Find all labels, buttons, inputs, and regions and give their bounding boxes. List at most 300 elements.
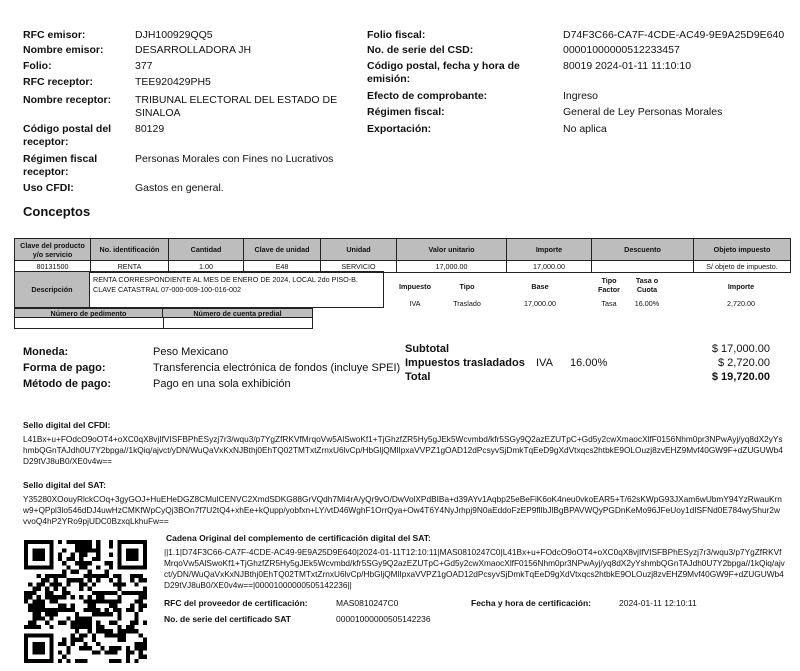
qr-module bbox=[134, 621, 138, 625]
qr-module bbox=[105, 561, 109, 565]
qr-module bbox=[143, 540, 147, 544]
qr-module bbox=[139, 540, 143, 544]
qr-module bbox=[109, 561, 113, 565]
qr-module bbox=[109, 621, 113, 625]
forma-pago-label: Forma de pago: bbox=[23, 362, 106, 374]
qr-module bbox=[100, 612, 104, 616]
qr-module bbox=[109, 565, 113, 569]
qr-module bbox=[117, 544, 121, 548]
qr-module bbox=[130, 608, 134, 612]
qr-module bbox=[88, 604, 92, 608]
qr-module bbox=[88, 621, 92, 625]
rfc-proveedor-label: RFC del proveedor de certificación: bbox=[164, 598, 308, 608]
field-label: Exportación: bbox=[367, 123, 432, 135]
qr-module bbox=[113, 599, 117, 603]
qr-module bbox=[117, 578, 121, 582]
qr-module bbox=[49, 599, 53, 603]
qr-module bbox=[113, 646, 117, 650]
header-cantidad: Cantidad bbox=[169, 239, 244, 261]
table-cell bbox=[592, 261, 694, 273]
qr-module bbox=[32, 621, 36, 625]
qr-module bbox=[130, 540, 134, 544]
qr-module bbox=[62, 608, 66, 612]
table-cell: 1.00 bbox=[169, 261, 244, 273]
qr-module bbox=[143, 587, 147, 591]
qr-module bbox=[28, 540, 32, 544]
qr-module bbox=[96, 650, 100, 654]
qr-module bbox=[88, 629, 92, 633]
impuestos-tipo: IVA bbox=[536, 357, 553, 369]
qr-module bbox=[117, 629, 121, 633]
qr-module bbox=[45, 565, 49, 569]
cadena-title: Cadena Original del complemento de certificación digital del SAT: bbox=[166, 533, 431, 543]
qr-module bbox=[49, 642, 53, 646]
table-cell: E48 bbox=[244, 261, 321, 273]
qr-module bbox=[28, 582, 32, 586]
qr-module bbox=[100, 591, 104, 595]
qr-module bbox=[37, 604, 41, 608]
qr-module bbox=[62, 621, 66, 625]
qr-module bbox=[96, 621, 100, 625]
qr-module bbox=[113, 604, 117, 608]
qr-module bbox=[126, 591, 130, 595]
qr-module bbox=[143, 642, 147, 646]
qr-module bbox=[45, 633, 49, 637]
qr-module bbox=[96, 540, 100, 544]
qr-module bbox=[88, 608, 92, 612]
qr-module bbox=[109, 540, 113, 544]
pedimento-box bbox=[14, 308, 313, 329]
field-label: Código postal del receptor: bbox=[23, 123, 112, 148]
tax-cell: 2,720.00 bbox=[727, 299, 755, 308]
qr-module bbox=[28, 659, 32, 663]
qr-module bbox=[49, 540, 53, 544]
qr-module bbox=[49, 625, 53, 629]
qr-module bbox=[109, 591, 113, 595]
qr-module bbox=[83, 553, 87, 557]
qr-module bbox=[83, 659, 87, 663]
qr-module bbox=[62, 574, 66, 578]
qr-module bbox=[37, 650, 41, 654]
qr-module bbox=[49, 616, 53, 620]
qr-module bbox=[117, 574, 121, 578]
qr-module bbox=[49, 591, 53, 595]
qr-module bbox=[62, 587, 66, 591]
qr-module bbox=[62, 548, 66, 552]
qr-module bbox=[75, 625, 79, 629]
regimen-receptor-value: Personas Morales con Fines no Lucrativos bbox=[135, 153, 334, 165]
qr-module bbox=[79, 540, 83, 544]
subtotal-label: Subtotal bbox=[405, 343, 449, 355]
qr-module bbox=[71, 642, 75, 646]
divider bbox=[163, 318, 164, 328]
qr-module bbox=[49, 561, 53, 565]
qr-module bbox=[49, 612, 53, 616]
qr-module bbox=[28, 565, 32, 569]
moneda-label: Moneda: bbox=[23, 346, 69, 358]
qr-module bbox=[134, 629, 138, 633]
qr-module bbox=[122, 633, 126, 637]
qr-module bbox=[88, 540, 92, 544]
qr-module bbox=[130, 548, 134, 552]
qr-module bbox=[41, 582, 45, 586]
qr-module bbox=[66, 650, 70, 654]
qr-module bbox=[88, 578, 92, 582]
field-label: Folio fiscal: bbox=[367, 29, 426, 41]
qr-module bbox=[117, 548, 121, 552]
qr-module bbox=[75, 616, 79, 620]
qr-module bbox=[49, 553, 53, 557]
qr-module bbox=[122, 591, 126, 595]
tax-header-tipo-factor: Tipo Factor bbox=[598, 276, 620, 294]
qr-module bbox=[109, 544, 113, 548]
cp-receptor-value: 80129 bbox=[135, 123, 165, 135]
qr-module bbox=[79, 595, 83, 599]
qr-module bbox=[117, 561, 121, 565]
qr-module bbox=[62, 595, 66, 599]
qr-module bbox=[139, 646, 143, 650]
qr-module bbox=[32, 642, 36, 646]
qr-module bbox=[24, 561, 28, 565]
qr-module bbox=[117, 659, 121, 663]
qr-module bbox=[24, 548, 28, 552]
qr-module bbox=[32, 553, 36, 557]
metodo-pago-value: Pago en una sola exhibición bbox=[153, 378, 291, 390]
qr-module bbox=[113, 582, 117, 586]
qr-module bbox=[83, 608, 87, 612]
qr-module bbox=[134, 540, 138, 544]
qr-module bbox=[49, 650, 53, 654]
qr-module bbox=[113, 650, 117, 654]
qr-module bbox=[32, 557, 36, 561]
qr-module bbox=[66, 540, 70, 544]
qr-module bbox=[139, 599, 143, 603]
qr-module bbox=[75, 540, 79, 544]
qr-module bbox=[24, 646, 28, 650]
header-clave-producto: Clave del producto y/o servicio bbox=[15, 239, 91, 261]
qr-module bbox=[83, 599, 87, 603]
qr-module bbox=[134, 646, 138, 650]
qr-module bbox=[88, 570, 92, 574]
qr-module bbox=[117, 646, 121, 650]
header-clave-unidad: Clave de unidad bbox=[244, 239, 321, 261]
qr-module bbox=[71, 553, 75, 557]
qr-module bbox=[79, 544, 83, 548]
qr-module bbox=[58, 540, 62, 544]
qr-module bbox=[32, 587, 36, 591]
qr-module bbox=[83, 616, 87, 620]
qr-module bbox=[130, 621, 134, 625]
qr-module bbox=[105, 574, 109, 578]
qr-module bbox=[117, 553, 121, 557]
qr-module bbox=[49, 557, 53, 561]
qr-module bbox=[62, 604, 66, 608]
qr-module bbox=[143, 553, 147, 557]
header-valor-unitario: Valor unitario bbox=[397, 239, 507, 261]
qr-module bbox=[71, 578, 75, 582]
qr-module bbox=[96, 595, 100, 599]
qr-module bbox=[24, 591, 28, 595]
qr-module bbox=[139, 655, 143, 659]
qr-module bbox=[71, 540, 75, 544]
qr-module bbox=[139, 595, 143, 599]
tax-cell: 17,000.00 bbox=[524, 299, 556, 308]
qr-module bbox=[24, 599, 28, 603]
qr-module bbox=[24, 557, 28, 561]
qr-module bbox=[83, 625, 87, 629]
qr-module bbox=[92, 633, 96, 637]
qr-module bbox=[88, 561, 92, 565]
qr-module bbox=[24, 544, 28, 548]
qr-module bbox=[143, 561, 147, 565]
qr-module bbox=[143, 578, 147, 582]
qr-module bbox=[45, 595, 49, 599]
sello-sat-title: Sello digital del SAT: bbox=[23, 480, 106, 490]
sello-cfdi-text: L41Bx+u+FOdcO9oOT4+oXC0qX8vjIfVISFBPhESyzj7r3/wqu3/p7YgZfRKVfMrqoVw5AlSwoKf1+TjGhzfZR5Hy5gJEk5Wcvmbd/kfr5SGy9Q2azEZUTpC+Gd5y2cwXmaocXlfF0156Nhm0pr3NPwAyj/yq8dX2yYshmbQGnTAJdh0U7Y2bpga//1kQiq/ajvct/yDN/WuQaVxKxNJBthj0EhTQ02TMTxtZrnxU6lvCp/HbGljQMlIpxaVVPZ1gOAD12dPcsyvSjDmkTqEeD9gXdVtxqcs2htbkE9OLOuzj8zvEHZ9Mvf40GW9F+dZUGUWb4D29tVJ8uB0/XE0v4w== bbox=[23, 434, 783, 466]
qr-module bbox=[79, 553, 83, 557]
qr-module bbox=[37, 625, 41, 629]
qr-module bbox=[143, 595, 147, 599]
qr-module bbox=[62, 561, 66, 565]
qr-module bbox=[96, 612, 100, 616]
qr-module bbox=[117, 599, 121, 603]
qr-module bbox=[32, 599, 36, 603]
qr-module bbox=[45, 540, 49, 544]
qr-module bbox=[83, 548, 87, 552]
qr-module bbox=[71, 595, 75, 599]
tax-header-tipo: Tipo bbox=[459, 282, 475, 291]
qr-module bbox=[83, 540, 87, 544]
qr-module bbox=[71, 604, 75, 608]
qr-module bbox=[62, 591, 66, 595]
qr-module bbox=[62, 570, 66, 574]
qr-module bbox=[79, 565, 83, 569]
qr-module bbox=[100, 625, 104, 629]
qr-module bbox=[37, 548, 41, 552]
qr-module bbox=[32, 659, 36, 663]
field-label: Efecto de comprobante: bbox=[367, 90, 488, 102]
qr-module bbox=[96, 574, 100, 578]
field-label: Régimen fiscal receptor: bbox=[23, 153, 98, 178]
rfc-receptor-value: TEE920429PH5 bbox=[135, 76, 211, 88]
qr-module bbox=[37, 616, 41, 620]
qr-module bbox=[109, 599, 113, 603]
header-no-identificacion: No. identificación bbox=[91, 239, 169, 261]
rfc-proveedor-value: MAS0810247C0 bbox=[336, 598, 399, 608]
qr-module bbox=[88, 616, 92, 620]
qr-module bbox=[105, 570, 109, 574]
impuestos-tasa: 16.00% bbox=[570, 357, 608, 369]
qr-module bbox=[45, 574, 49, 578]
qr-module bbox=[54, 599, 58, 603]
cadena-text: ||1.1|D74F3C66-CA7F-4CDE-AC49-9E9A25D9E640|2024-01-11T12:10:11|MAS0810247C0|L41Bx+u+FOdcO9oOT4+oXC0qX8vjIfVISFBPhESyzj7r3/wqu3/p7YgZfRKVfMrqoVw5AlSwoKf1+TjGhzfZR5Hy5gJEk5Wcvmbd/kfr5SGy9Q2azEZUTpC+Gd5y2cwXmaocXlfF0156Nhm0pr3NPwAyj/yq8dX2yYshmbQGnTAJdh0U7Y2bpga//1kQiq/ajvct/yDN/WuQaVxKxNJBthj0EhTQ02TMTxtZrnxU6lvCp/HbGljQMlIpxaVVPZ1gOAD12dPcsyvSjDmkTqEeD9gXdVtxqcs2htbkE9OLOuzj8zvEHZ9Mvf40GW9F+dZUGUWb4D29tVJ8uB0/XE0v4w==|00001000000505142236|| bbox=[164, 547, 785, 590]
qr-module bbox=[58, 604, 62, 608]
qr-module bbox=[113, 574, 117, 578]
qr-module bbox=[96, 629, 100, 633]
qr-module bbox=[100, 574, 104, 578]
qr-module bbox=[134, 591, 138, 595]
qr-module bbox=[58, 659, 62, 663]
qr-module bbox=[71, 625, 75, 629]
qr-module bbox=[49, 574, 53, 578]
qr-module bbox=[113, 621, 117, 625]
qr-module bbox=[41, 646, 45, 650]
qr-module bbox=[28, 625, 32, 629]
qr-module bbox=[32, 591, 36, 595]
qr-module bbox=[66, 578, 70, 582]
qr-module bbox=[32, 646, 36, 650]
qr-module bbox=[58, 608, 62, 612]
qr-module bbox=[109, 578, 113, 582]
qr-module bbox=[45, 612, 49, 616]
qr-module bbox=[122, 638, 126, 642]
qr-module bbox=[92, 612, 96, 616]
qr-module bbox=[75, 621, 79, 625]
metodo-pago-label: Método de pago: bbox=[23, 378, 111, 390]
qr-module bbox=[83, 633, 87, 637]
qr-module bbox=[126, 540, 130, 544]
qr-module bbox=[126, 608, 130, 612]
qr-module bbox=[139, 608, 143, 612]
qr-module bbox=[41, 553, 45, 557]
qr-module bbox=[134, 582, 138, 586]
qr-module bbox=[105, 608, 109, 612]
qr-module bbox=[75, 612, 79, 616]
qr-module bbox=[49, 633, 53, 637]
qr-module bbox=[32, 625, 36, 629]
forma-pago-value: Transferencia electrónica de fondos (incluye SPEI) bbox=[153, 362, 401, 374]
qr-module bbox=[113, 633, 117, 637]
qr-module bbox=[49, 659, 53, 663]
header-unidad: Unidad bbox=[321, 239, 397, 261]
qr-module bbox=[58, 553, 62, 557]
qr-module bbox=[92, 638, 96, 642]
conceptos-table bbox=[14, 238, 791, 273]
qr-module bbox=[71, 570, 75, 574]
qr-module bbox=[75, 629, 79, 633]
qr-module bbox=[32, 612, 36, 616]
qr-module bbox=[66, 565, 70, 569]
qr-module bbox=[100, 599, 104, 603]
qr-module bbox=[45, 621, 49, 625]
regimen-fiscal-value: General de Ley Personas Morales bbox=[563, 106, 723, 118]
qr-module bbox=[54, 574, 58, 578]
tax-cell: Tasa bbox=[601, 299, 617, 308]
qr-module bbox=[143, 604, 147, 608]
qr-module bbox=[37, 595, 41, 599]
tax-header-base: Base bbox=[531, 282, 549, 291]
qr-module bbox=[139, 578, 143, 582]
qr-module bbox=[134, 565, 138, 569]
qr-module bbox=[96, 578, 100, 582]
qr-module bbox=[122, 565, 126, 569]
tax-cell: IVA bbox=[409, 299, 421, 308]
table-cell: SERVICIO bbox=[321, 261, 397, 273]
qr-module bbox=[143, 557, 147, 561]
qr-module bbox=[41, 616, 45, 620]
field-label: Uso CFDI: bbox=[23, 182, 74, 194]
qr-module bbox=[126, 553, 130, 557]
header-descuento: Descuento bbox=[592, 239, 694, 261]
qr-module bbox=[37, 659, 41, 663]
qr-module bbox=[37, 540, 41, 544]
qr-module bbox=[92, 604, 96, 608]
qr-module bbox=[117, 565, 121, 569]
table-cell: 17,000.00 bbox=[397, 261, 507, 273]
qr-module bbox=[92, 650, 96, 654]
qr-module bbox=[37, 608, 41, 612]
qr-module bbox=[130, 557, 134, 561]
moneda-value: Peso Mexicano bbox=[153, 346, 229, 358]
qr-module bbox=[49, 646, 53, 650]
qr-module bbox=[83, 582, 87, 586]
qr-module bbox=[122, 629, 126, 633]
qr-module bbox=[66, 659, 70, 663]
qr-module bbox=[49, 544, 53, 548]
qr-module bbox=[41, 565, 45, 569]
qr-module bbox=[92, 608, 96, 612]
qr-module bbox=[32, 608, 36, 612]
qr-module bbox=[71, 557, 75, 561]
serie-sat-value: 00001000000505142236 bbox=[336, 614, 431, 624]
qr-module bbox=[88, 595, 92, 599]
qr-module bbox=[105, 629, 109, 633]
qr-module bbox=[96, 553, 100, 557]
table-cell: 80131500 bbox=[15, 261, 91, 273]
qr-module bbox=[92, 582, 96, 586]
qr-module bbox=[37, 565, 41, 569]
qr-module bbox=[79, 633, 83, 637]
impuestos-label: Impuestos trasladados bbox=[405, 357, 525, 369]
qr-module bbox=[88, 599, 92, 603]
qr-module bbox=[96, 591, 100, 595]
qr-module bbox=[49, 638, 53, 642]
nombre-receptor-value: TRIBUNAL ELECTORAL DEL ESTADO DE SINALOA bbox=[135, 94, 338, 119]
field-label: No. de serie del CSD: bbox=[367, 44, 474, 56]
qr-module bbox=[58, 621, 62, 625]
qr-module bbox=[88, 544, 92, 548]
qr-module bbox=[49, 582, 53, 586]
qr-module bbox=[88, 646, 92, 650]
qr-module bbox=[24, 655, 28, 659]
qr-module bbox=[28, 591, 32, 595]
qr-module bbox=[37, 599, 41, 603]
qr-module bbox=[37, 612, 41, 616]
field-label: Folio: bbox=[23, 60, 52, 72]
qr-module bbox=[126, 629, 130, 633]
qr-module bbox=[134, 599, 138, 603]
qr-module bbox=[109, 659, 113, 663]
qr-module bbox=[41, 557, 45, 561]
field-label: Nombre receptor: bbox=[23, 94, 112, 106]
qr-module bbox=[109, 629, 113, 633]
qr-module bbox=[71, 638, 75, 642]
sello-sat-text: Y35280XOouyRlckCOq+3gyGOJ+HuEHeDGZ8CMulCENVC2XmdSDKG88GrVQdh7Mi4rA/yQr9vO/DwVolXPdBIBa+d39AYv1Aqbp25eBeFiK6oK4neu0vkoEAR5+T/62sKWpG93JXam6wUbmY94YzRwauKrnw9+QPpl3lo546dDJ4uwHzCMKfWpCyQj3BOn7f7U2tQ4+xhEe+kQupp/yobfxn+LY/vtD46WghF1OrrQya+Ow4T6Y4NyJrhpj9N0aEddoFzEP9flIbJlBgBPAVWQyPGDnKeMo96JFeUoy1dISFNd0E784wyShur2wvvoQ4hP2YRo9pjUDC0BzxqLkhuFw== bbox=[23, 494, 782, 526]
qr-module bbox=[66, 591, 70, 595]
fecha-certificacion-label: Fecha y hora de certificación: bbox=[471, 598, 591, 608]
qr-module bbox=[32, 616, 36, 620]
qr-module bbox=[24, 625, 28, 629]
qr-module bbox=[71, 608, 75, 612]
folio-fiscal-value: D74F3C66-CA7F-4CDE-AC49-9E9A25D9E640 bbox=[563, 29, 785, 41]
qr-module bbox=[24, 650, 28, 654]
sello-cfdi-title: Sello digital del CFDI: bbox=[23, 420, 111, 430]
qr-module bbox=[41, 548, 45, 552]
qr-module bbox=[54, 587, 58, 591]
qr-module bbox=[143, 621, 147, 625]
qr-module bbox=[130, 591, 134, 595]
qr-module bbox=[37, 587, 41, 591]
